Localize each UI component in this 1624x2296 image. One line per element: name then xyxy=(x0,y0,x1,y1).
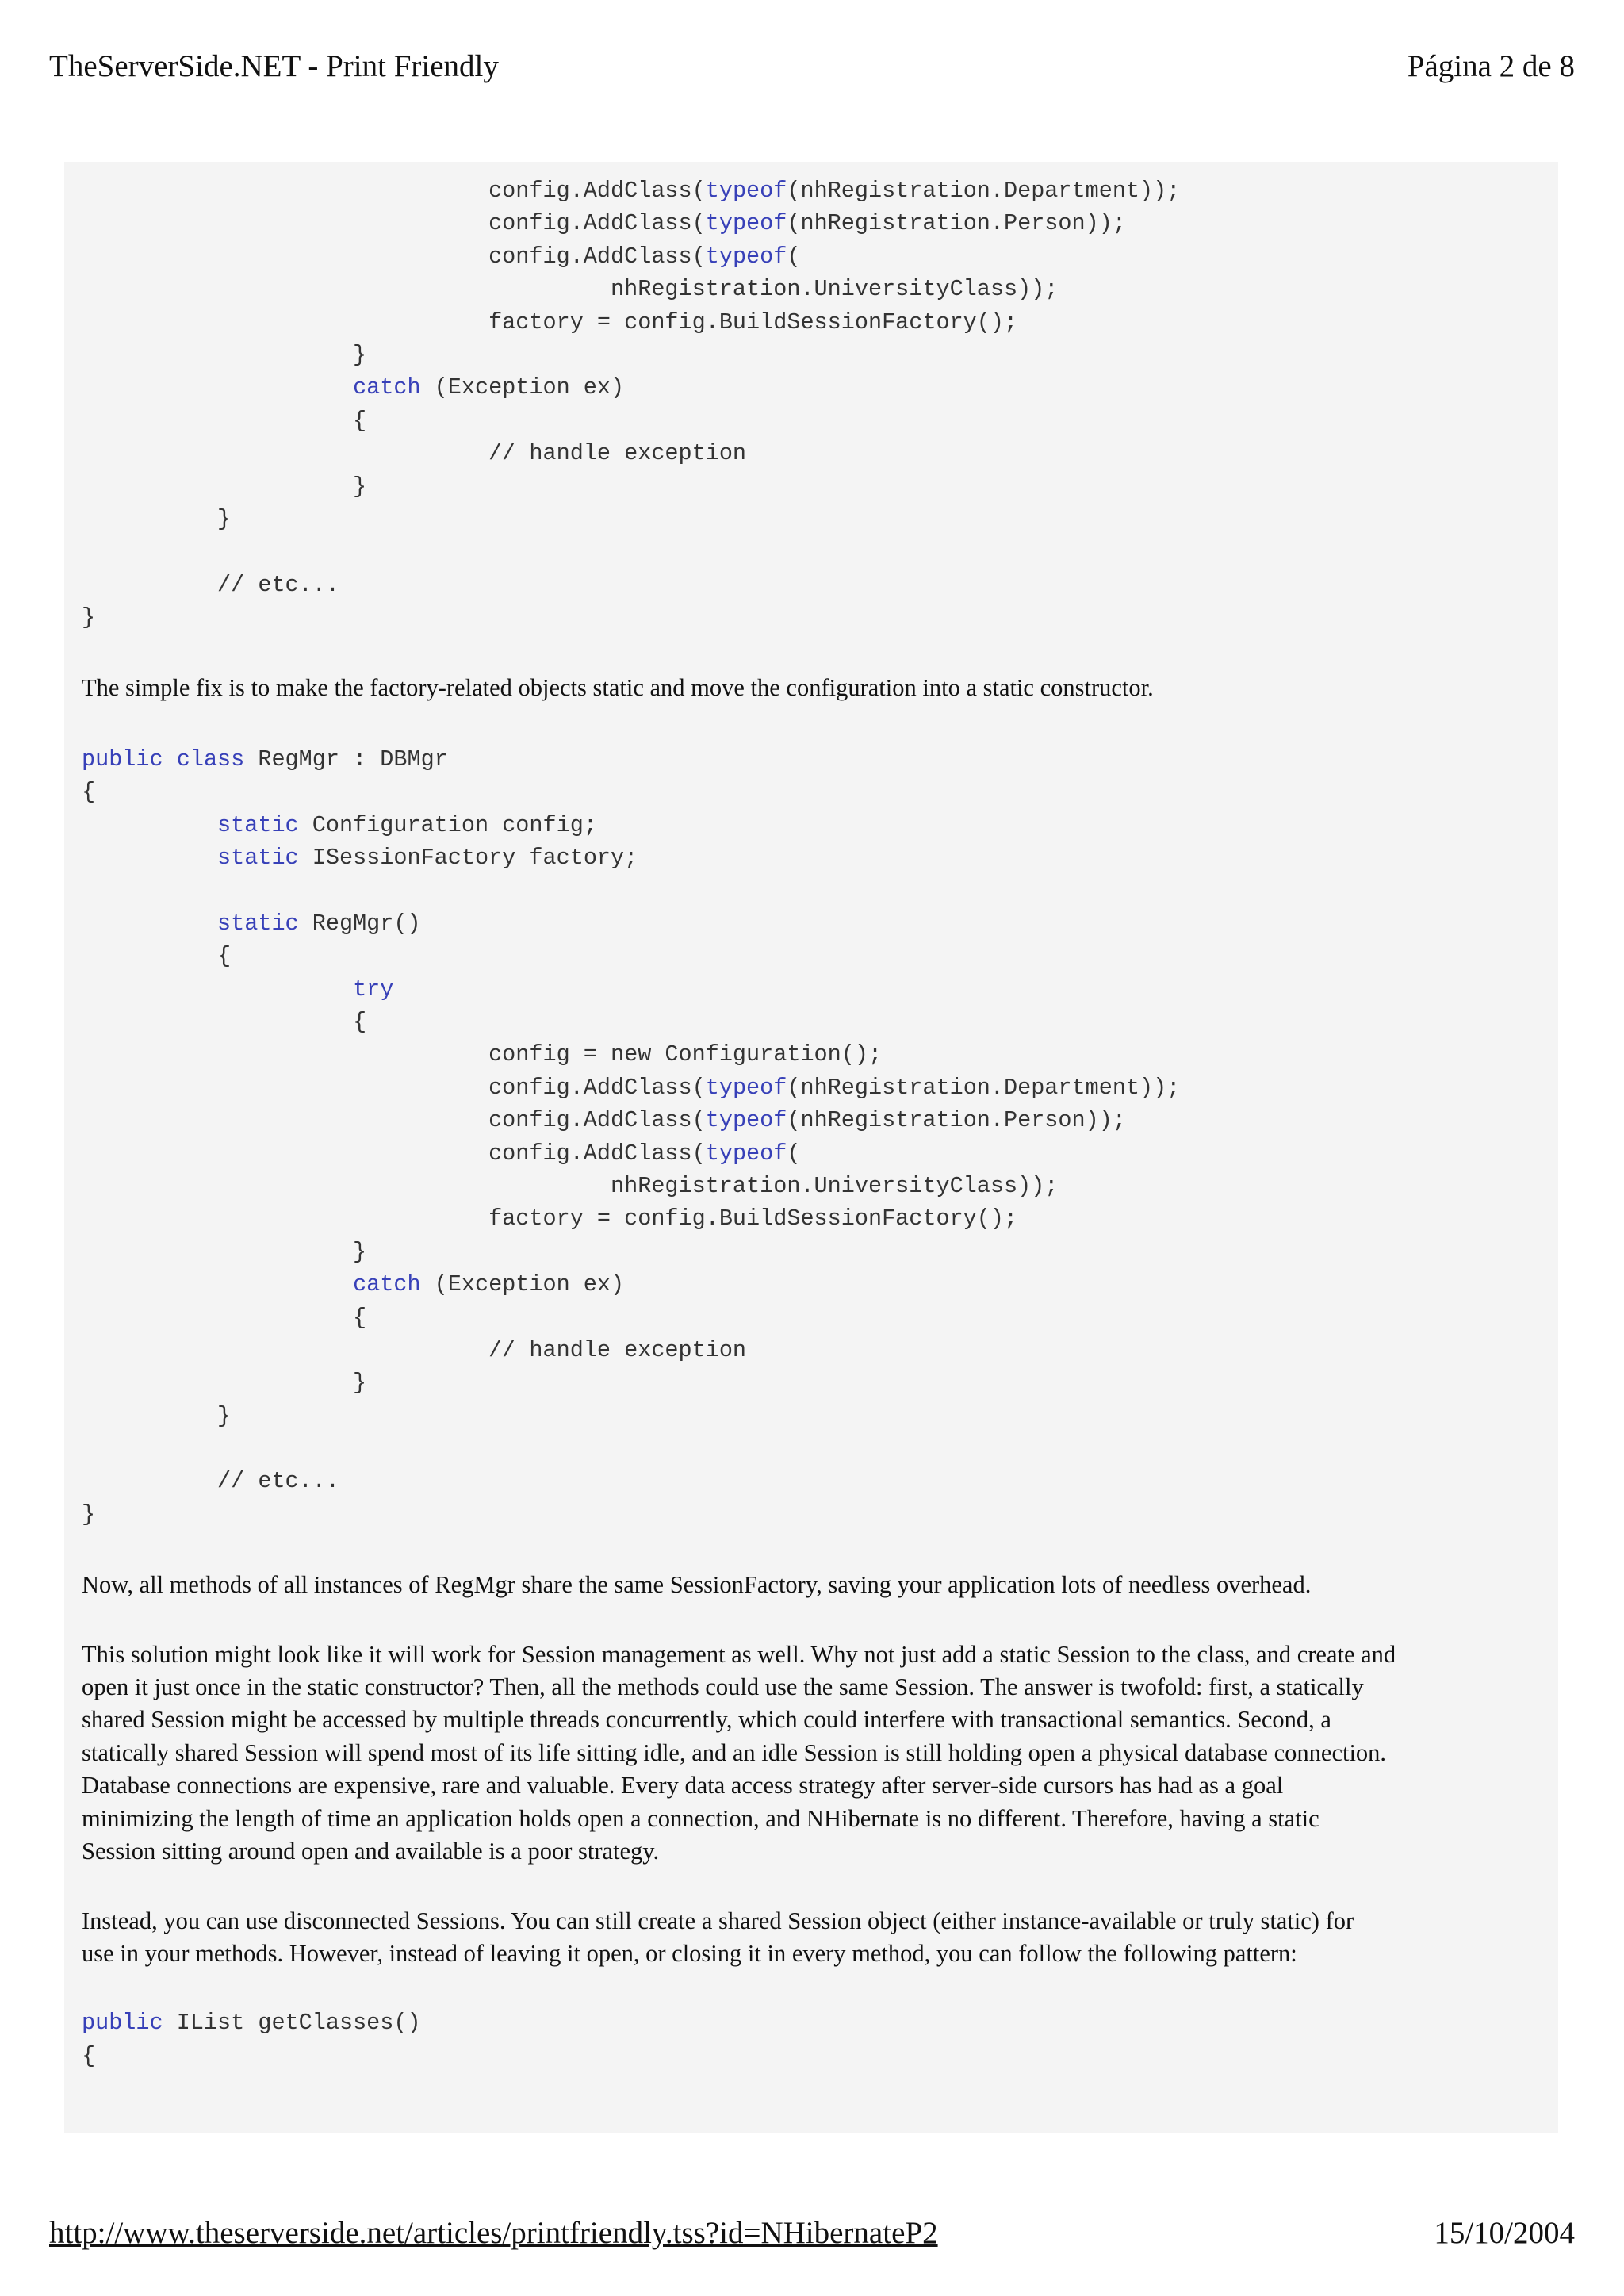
code-text: IList getClasses() xyxy=(163,2010,421,2037)
code-text: } xyxy=(82,505,232,532)
code-text: { xyxy=(82,407,367,434)
code-line xyxy=(82,973,1541,1006)
code-text: factory = config.BuildSessionFactory(); xyxy=(82,309,1018,335)
code-text: // handle exception xyxy=(82,440,747,467)
code-keyword: static xyxy=(217,845,299,872)
paragraph-line: Database connections are expensive, rare and valuable. Every data access strategy after server-side cursors has had as a goal xyxy=(82,1772,1284,1800)
code-text: { xyxy=(82,2042,96,2069)
paragraph-line: use in your methods. However, instead of leaving it open, or closing it in every method, you can follow the following pattern: xyxy=(82,1939,1297,1967)
code-text xyxy=(82,845,217,871)
print-date: 15/10/2004 xyxy=(1434,2215,1575,2250)
paragraph-line: This solution might look like it will work for Session management as well. Why not just add a static Session to the class, and create and xyxy=(82,1640,1396,1668)
code-text: config = new Configuration(); xyxy=(82,1041,883,1068)
code-keyword: public xyxy=(82,2010,163,2037)
code-line xyxy=(82,601,1541,634)
code-text: } xyxy=(82,1238,367,1265)
code-line xyxy=(82,809,1541,841)
code-text: { xyxy=(82,1009,367,1035)
code-keyword: typeof xyxy=(705,1140,787,1167)
code-line xyxy=(82,273,1541,305)
code-text: // handle exception xyxy=(82,1336,747,1363)
code-keyword: class xyxy=(176,746,245,772)
code-line xyxy=(82,535,1541,568)
code-text: // etc... xyxy=(82,1468,339,1495)
code-text: config.AddClass( xyxy=(82,210,706,237)
code-line xyxy=(82,743,1541,776)
paragraph-line: Session sitting around open and available is a poor strategy. xyxy=(82,1838,660,1865)
code-line xyxy=(82,1006,1541,1038)
code-line xyxy=(82,371,1541,404)
code-text: (Exception ex) xyxy=(420,374,625,401)
code-text: config.AddClass( xyxy=(82,178,706,204)
code-text: (nhRegistration.Department)); xyxy=(787,178,1181,204)
code-text: (nhRegistration.Department)); xyxy=(787,1074,1181,1101)
code-line xyxy=(82,1202,1541,1235)
paragraph-line: open it just once in the static constructor? Then, all the methods could use the same Session. The answer is twofold: first, a statically xyxy=(82,1673,1364,1701)
paragraph-disconnected-sessions xyxy=(82,1905,1541,1971)
code-text: } xyxy=(82,1370,367,1397)
code-keyword: try xyxy=(353,976,394,1002)
code-text xyxy=(82,812,217,838)
code-text: Configuration config; xyxy=(298,811,597,838)
code-text: RegMgr() xyxy=(298,910,421,937)
code-line xyxy=(82,306,1541,339)
code-text: config.AddClass( xyxy=(82,1074,706,1101)
paragraph-line: Instead, you can use disconnected Sessions. You can still create a shared Session object (either instance-available or truly static) for xyxy=(82,1907,1354,1934)
code-text: } xyxy=(82,1501,96,1527)
code-text: config.AddClass( xyxy=(82,1140,706,1167)
code-line xyxy=(82,470,1541,503)
code-block-static-factory-tail xyxy=(82,174,1541,634)
paragraph-line: shared Session might be accessed by multiple threads concurrently, which could interfere with transactional semantics. Second, a xyxy=(82,1706,1331,1734)
code-line xyxy=(82,1137,1541,1170)
code-line xyxy=(82,841,1541,874)
code-keyword: catch xyxy=(353,1271,421,1298)
code-text: factory = config.BuildSessionFactory(); xyxy=(82,1205,1018,1232)
code-line xyxy=(82,1334,1541,1366)
code-keyword: typeof xyxy=(705,1074,787,1101)
code-text: { xyxy=(82,943,232,970)
code-text: (Exception ex) xyxy=(420,1271,625,1298)
code-text xyxy=(82,374,353,401)
code-keyword: static xyxy=(217,910,299,937)
code-text: } xyxy=(82,473,367,500)
paragraph-session-management xyxy=(82,1639,1541,1869)
code-line xyxy=(82,776,1541,808)
code-keyword: typeof xyxy=(705,210,787,237)
document-title: TheServerSide.NET - Print Friendly xyxy=(49,48,499,83)
code-line xyxy=(82,404,1541,437)
code-line xyxy=(82,2040,1541,2072)
code-line xyxy=(82,1268,1541,1301)
code-line xyxy=(82,569,1541,601)
code-line xyxy=(82,1170,1541,1202)
code-line xyxy=(82,1400,1541,1432)
code-keyword: catch xyxy=(353,374,421,401)
code-line xyxy=(82,240,1541,273)
article-url-link[interactable]: http://www.theserverside.net/articles/printfriendly.tss?id=NHibernateP2 xyxy=(49,2215,938,2250)
code-line xyxy=(82,1071,1541,1104)
code-line xyxy=(82,1301,1541,1334)
code-text: RegMgr : DBMgr xyxy=(244,746,448,772)
code-block-getclasses xyxy=(82,2007,1541,2072)
code-text: (nhRegistration.Person)); xyxy=(787,1107,1126,1134)
code-text: ISessionFactory factory; xyxy=(298,845,638,872)
code-line xyxy=(82,2007,1541,2039)
code-text: (nhRegistration.Person)); xyxy=(787,210,1126,237)
code-text: config.AddClass( xyxy=(82,243,706,270)
code-line xyxy=(82,437,1541,470)
article-content-panel xyxy=(64,162,1558,2133)
code-line xyxy=(82,1038,1541,1071)
code-keyword: public xyxy=(82,746,163,772)
code-line xyxy=(82,1366,1541,1399)
article-body xyxy=(82,174,1541,2072)
code-text xyxy=(163,746,177,772)
code-text: ( xyxy=(787,243,801,270)
code-line xyxy=(82,503,1541,535)
paragraph-line: minimizing the length of time an application holds open a connection, and NHibernate is no different. Therefore, having a static xyxy=(82,1804,1320,1832)
code-keyword: typeof xyxy=(705,243,787,270)
code-text: } xyxy=(82,1402,232,1429)
code-text: } xyxy=(82,341,367,368)
code-keyword: static xyxy=(217,811,299,838)
code-line xyxy=(82,1465,1541,1497)
code-line xyxy=(82,1498,1541,1531)
paragraph-simple-fix: The simple fix is to make the factory-related objects static and move the configuration into a static constructor. xyxy=(82,674,1154,702)
code-text xyxy=(82,1271,353,1297)
code-line xyxy=(82,174,1541,207)
code-block-regmgr-static xyxy=(82,743,1541,1531)
code-line xyxy=(82,1432,1541,1465)
code-text: nhRegistration.UniversityClass)); xyxy=(82,1172,1059,1199)
code-line xyxy=(82,874,1541,907)
code-line xyxy=(82,940,1541,972)
paragraph-shared-factory: Now, all methods of all instances of RegMgr share the same SessionFactory, saving your application lots of needless overhead. xyxy=(82,1571,1312,1599)
code-line xyxy=(82,907,1541,940)
code-text xyxy=(82,910,217,937)
code-line xyxy=(82,1236,1541,1268)
paragraph-line: statically shared Session will spend most of its life sitting idle, and an idle Session is still holding open a physical database connection. xyxy=(82,1738,1387,1766)
code-text: config.AddClass( xyxy=(82,1107,706,1134)
code-keyword: typeof xyxy=(705,1107,787,1134)
code-text: { xyxy=(82,779,96,806)
code-text: } xyxy=(82,604,96,631)
code-text: ( xyxy=(787,1140,801,1167)
code-text: { xyxy=(82,1304,367,1331)
code-keyword: typeof xyxy=(705,178,787,204)
code-line xyxy=(82,1104,1541,1137)
page-footer xyxy=(49,2213,1575,2252)
code-text: nhRegistration.UniversityClass)); xyxy=(82,276,1059,303)
code-line xyxy=(82,339,1541,371)
code-text xyxy=(82,976,353,1002)
code-text: // etc... xyxy=(82,571,339,598)
code-line xyxy=(82,207,1541,240)
page-number: Página 2 de 8 xyxy=(1407,48,1575,83)
page-header xyxy=(49,46,1575,86)
